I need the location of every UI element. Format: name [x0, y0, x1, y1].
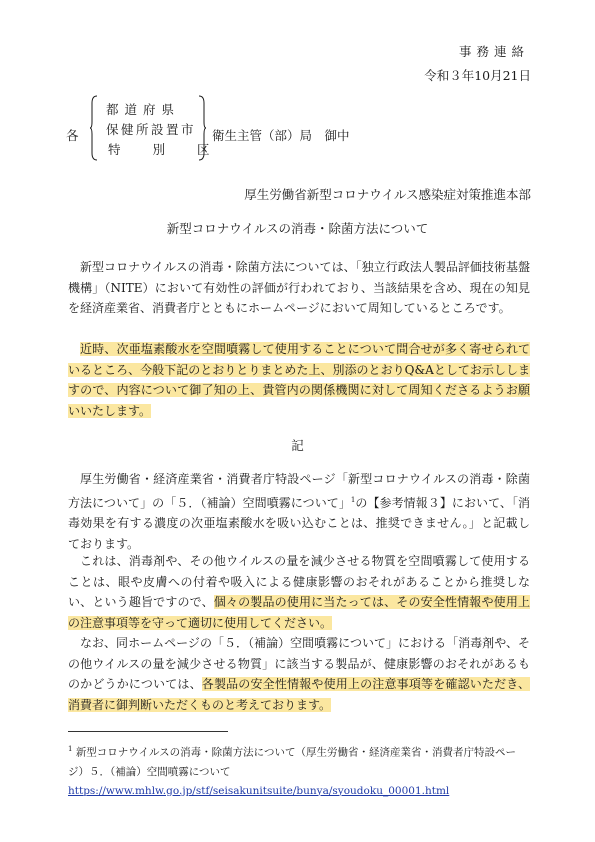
paragraph-text: なお、同ホームページの「５．（補論）空間噴霧について」における「消毒剤や、その他ウイルスの量を減少させる物質」に該当する製品が、健康影響のおそれがあるものかどうかについては、	[68, 636, 530, 692]
left-brace-icon	[90, 95, 98, 161]
paragraph-text: これは、消毒剤や、その他ウイルスの量を減少させる物質を空間噴霧して使用することは、眼や皮膚への付着や吸入による健康影響のおそれがあることから推奨しない、という趣旨ですので、	[68, 554, 530, 610]
document-date: 令和３年10月21日	[424, 68, 531, 83]
sender-name: 厚生労働省新型コロナウイルス感染症対策推進本部	[244, 187, 531, 202]
body-paragraph-2	[68, 339, 530, 421]
right-brace-icon	[198, 95, 206, 161]
document-title: 新型コロナウイルスの消毒・除菌方法について	[166, 221, 429, 236]
footnote-text: 新型コロナウイルスの消毒・除菌方法について（厚生労働省・経済産業省・消費者庁特設ページ）５．（補論）空間噴霧について	[68, 746, 516, 778]
body-paragraph-1	[68, 257, 530, 319]
highlighted-text: 個々の製品の使用に当たっては、その安全性情報や使用上の注意事項等を守って適切に使用してください。	[68, 595, 530, 630]
paragraph-text: 厚生労働省・経済産業省・消費者庁特設ページ「新型コロナウイルスの消毒・除菌方法について」の「５．（補論）空間噴霧について」	[68, 472, 530, 510]
highlighted-text: 各製品の安全性情報や使用上の注意事項等を確認いただき、消費者に御判断いただくものと考えております。	[68, 677, 530, 712]
paragraph-text: 新型コロナウイルスの消毒・除菌方法については、「独立行政法人製品評価技術基盤機構」（NITE）において有効性の評価が行われており、当該結果を含め、現在の知見を経済産業省、消費者庁とともにホームページにおいて周知しているところです。	[68, 260, 530, 316]
addressee-suffix: 衛生主管（部）局 御中	[212, 128, 350, 143]
paragraph-text-cont: の【参考情報３】において、「消毒効果を有する濃度の次亜塩素酸水を吸い込むことは、推奨できません。」と記載しております。	[68, 495, 530, 551]
footnote-ref: 1	[350, 495, 356, 504]
recipient-prefectures: 都道府県	[106, 102, 181, 117]
addressee-prefix: 各	[66, 128, 79, 143]
document-type-label: 事務連絡	[458, 44, 529, 59]
footnote-divider	[68, 731, 228, 732]
body-paragraph-3	[68, 469, 530, 554]
ki-heading: 記	[291, 438, 304, 453]
recipient-health-center-cities: 保健所設置市	[106, 122, 197, 137]
footnote-link[interactable]: https://www.mhlw.go.jp/stf/seisakunitsuite/bunya/syoudoku_00001.html	[68, 784, 450, 797]
body-paragraph-5	[68, 633, 530, 715]
body-paragraph-4	[68, 551, 530, 633]
footnote	[68, 740, 528, 801]
recipient-special-wards: 特 別 区	[108, 142, 224, 157]
highlighted-text: 近時、次亜塩素酸水を空間噴霧して使用することについて問合せが多く寄せられているところ、今般下記のとおりとりまとめた上、別添のとおりQ&Aとしてお示ししますので、内容について御了知の上、貴管内の関係機関に対して周知くださるようお願いいたします。	[68, 342, 530, 418]
footnote-number: 1	[68, 745, 73, 753]
